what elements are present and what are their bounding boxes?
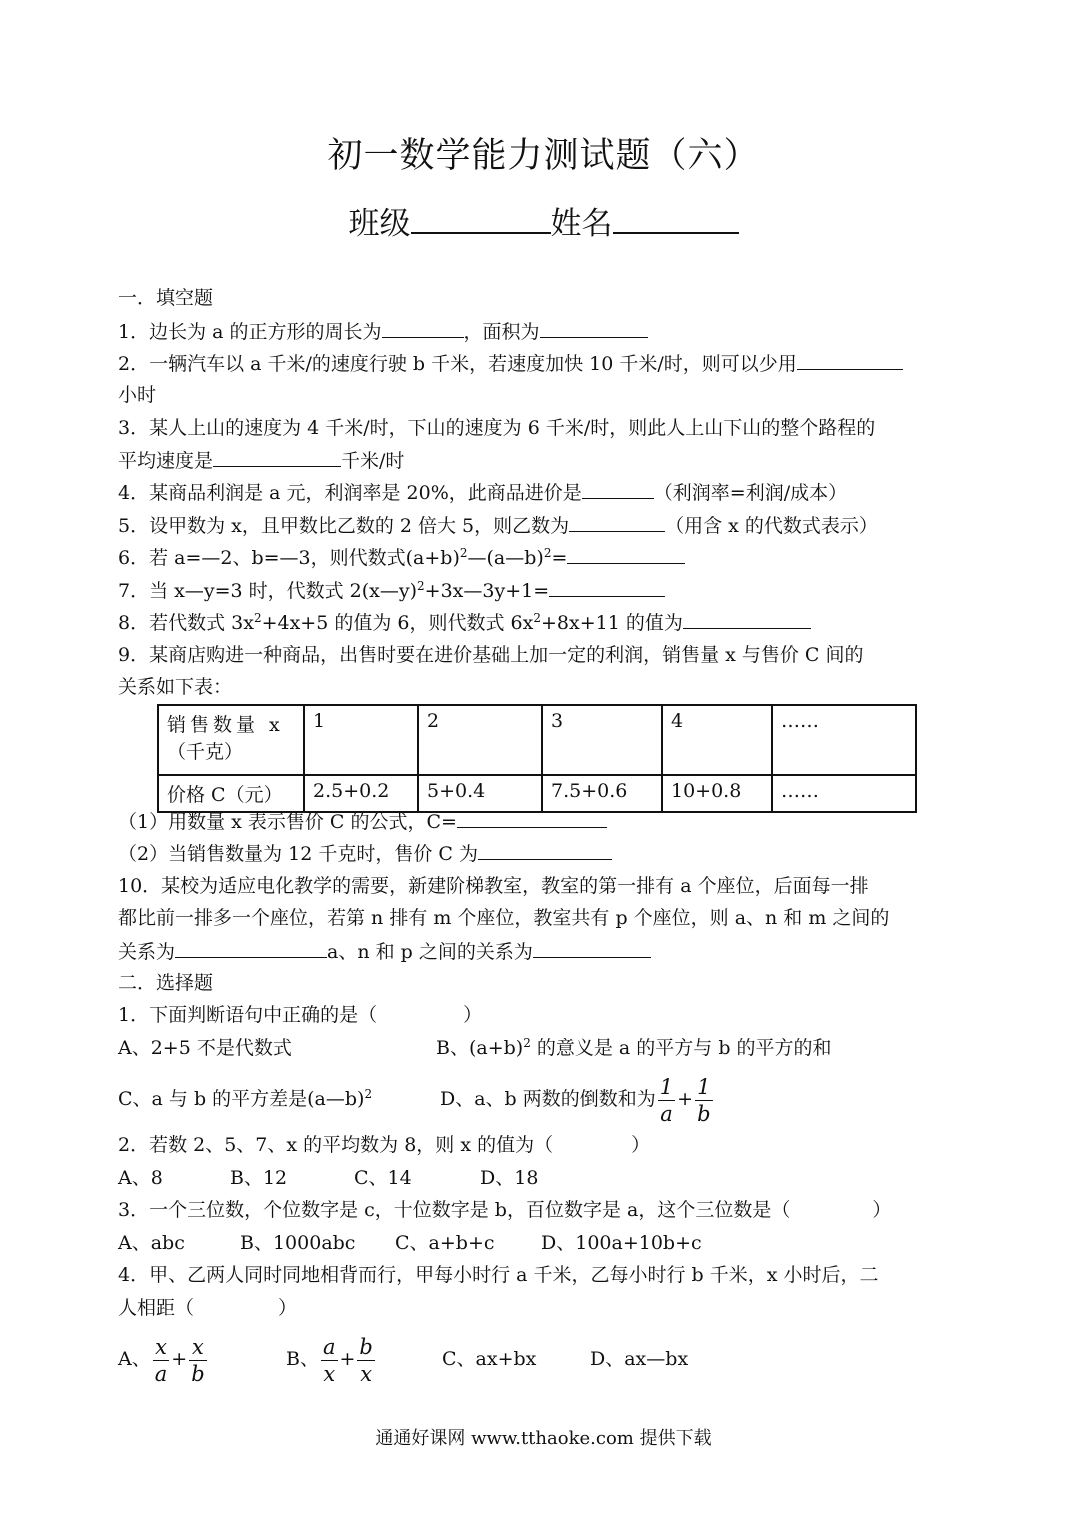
- option-d[interactable]: D、100a+10b+c: [541, 1232, 702, 1254]
- option-a[interactable]: A、2+5 不是代数式: [118, 1037, 292, 1059]
- question-1-10: 10．某校为适应电化教学的需要，新建阶梯教室，教室的第一排有 a 个座位，后面每一排: [118, 875, 869, 897]
- table-cell: 1: [304, 705, 418, 775]
- name-label: 姓名: [550, 206, 613, 242]
- question-2-3-options: [118, 1231, 702, 1255]
- question-1-3: 3．某人上山的速度为 4 千米/时，下山的速度为 6 千米/时，则此人上山下山的整个路程的: [118, 417, 876, 439]
- question-1-9-part2: （2）当销售数量为 12 千克时，售价 C 为: [118, 841, 612, 866]
- option-c[interactable]: C、a+b+c: [395, 1232, 495, 1254]
- answer-blank[interactable]: [582, 480, 654, 499]
- option-d[interactable]: D、a、b 两数的倒数和为 $\frac{1}{a}$ + $\frac{1}{b}$: [440, 1074, 711, 1126]
- question-1-2-cont: 小时: [118, 384, 157, 406]
- answer-blank[interactable]: [569, 513, 665, 532]
- student-info: [0, 198, 1087, 243]
- question-2-3: 3．一个三位数，个位数字是 c，十位数字是 b，百位数字是 a，这个三位数是（ ）: [118, 1199, 892, 1221]
- footer-credit: 通通好课网 www.tthaoke.com 提供下载: [375, 1428, 712, 1449]
- answer-blank[interactable]: [683, 610, 811, 629]
- question-2-2-options: [118, 1166, 538, 1190]
- option-c[interactable]: C、14: [354, 1167, 412, 1189]
- option-c[interactable]: C、ax+bx: [442, 1348, 537, 1370]
- question-1-3-cont: 平均速度是 千米/时: [118, 450, 405, 472]
- table-cell: ……: [772, 775, 916, 812]
- answer-blank[interactable]: [478, 841, 612, 860]
- table-header-cell: 销售数量 x （千克）: [158, 705, 304, 775]
- answer-blank[interactable]: [567, 545, 685, 564]
- class-label: 班级: [348, 206, 411, 242]
- table-cell: 10+0.8: [662, 775, 772, 812]
- question-1-8: 8．若代数式 $3x^2+4x+5$ 的值为 6，则代数式 $6x^2+8x+11$ 的值为: [118, 610, 811, 635]
- option-a[interactable]: A、8: [118, 1167, 163, 1189]
- table-cell: 3: [542, 705, 662, 775]
- table-cell: 2: [418, 705, 542, 775]
- question-1-6: 6．若 a=—2、b=—3，则代数式$(a+b)^2—(a—b)^2=$: [118, 545, 685, 570]
- answer-blank[interactable]: [533, 939, 651, 958]
- option-b[interactable]: B、 $\frac{a}{x}$ + $\frac{b}{x}$: [286, 1334, 373, 1386]
- table-cell: 7.5+0.6: [542, 775, 662, 812]
- option-a[interactable]: A、 $\frac{x}{a}$ + $\frac{x}{b}$: [118, 1334, 205, 1386]
- option-b[interactable]: B、12: [230, 1167, 288, 1189]
- question-2-1-options-ab: [118, 1036, 832, 1060]
- sales-table: [157, 704, 917, 813]
- question-1-4: 4．某商品利润是 a 元，利润率是 20%，此商品进价是 （利润率=利润/成本）: [118, 482, 848, 504]
- question-2-1: 1．下面判断语句中正确的是（ ）: [118, 1004, 483, 1026]
- page-title: 初一数学能力测试题（六）: [327, 136, 760, 176]
- section-heading-choice: 二．选择题: [118, 972, 214, 994]
- answer-blank[interactable]: [540, 319, 648, 338]
- table-cell: ……: [772, 705, 916, 775]
- option-d[interactable]: D、ax—bx: [590, 1348, 689, 1370]
- class-blank[interactable]: [411, 231, 551, 234]
- option-d[interactable]: D、18: [480, 1167, 539, 1189]
- answer-blank[interactable]: [797, 351, 903, 370]
- answer-blank[interactable]: [549, 578, 665, 597]
- question-1-10-cont: 都比前一排多一个座位，若第 n 排有 m 个座位，教室共有 p 个座位，则 a、n 和 m 之间的: [118, 907, 890, 929]
- question-2-4-options: [118, 1328, 688, 1390]
- answer-blank[interactable]: [382, 319, 464, 338]
- table-row: [158, 775, 916, 812]
- question-1-9-part1: （1）用数量 x 表示售价 C 的公式，C=: [118, 809, 607, 834]
- option-b[interactable]: B、$(a+b)^2$ 的意义是 a 的平方与 b 的平方的和: [436, 1036, 832, 1059]
- name-blank[interactable]: [613, 231, 739, 234]
- answer-blank[interactable]: [213, 448, 341, 467]
- answer-blank[interactable]: [175, 939, 327, 958]
- table-header-cell: 价格 C（元）: [158, 775, 304, 812]
- question-1-1: 1．边长为 a 的正方形的周长为 ，面积为: [118, 319, 648, 344]
- table-row: [158, 705, 916, 775]
- table-cell: 4: [662, 705, 772, 775]
- option-b[interactable]: B、1000abc: [240, 1232, 356, 1254]
- table-cell: 2.5+0.2: [304, 775, 418, 812]
- question-2-4-cont: 人相距（ ）: [118, 1297, 298, 1319]
- section-heading-fill: 一．填空题: [118, 287, 214, 309]
- answer-blank[interactable]: [457, 809, 607, 828]
- question-1-10-cont2: 关系为 a、n 和 p 之间的关系为: [118, 939, 651, 964]
- table-cell: 5+0.4: [418, 775, 542, 812]
- question-1-5: 5．设甲数为 x，且甲数比乙数的 2 倍大 5，则乙数为 （用含 x 的代数式表示）: [118, 515, 878, 537]
- option-a[interactable]: A、abc: [118, 1232, 185, 1254]
- question-1-9-cont: 关系如下表：: [118, 676, 233, 698]
- question-1-2: 2．一辆汽车以 a 千米/的速度行驶 b 千米，若速度加快 10 千米/时，则可以少用: [118, 351, 903, 376]
- question-1-7: 7．当 x—y=3 时，代数式 2(x—y)$^2$+3x—3y+1=: [118, 578, 665, 603]
- question-2-2: 2．若数 2、5、7、x 的平均数为 8，则 x 的值为（ ）: [118, 1134, 651, 1156]
- question-1-9: 9．某商店购进一种商品，出售时要在进价基础上加一定的利润，销售量 x 与售价 C 间的: [118, 644, 864, 666]
- question-2-1-options-cd: [118, 1068, 715, 1130]
- question-2-4: 4．甲、乙两人同时同地相背而行，甲每小时行 a 千米，乙每小时行 b 千米，x 小时后，二: [118, 1264, 879, 1286]
- option-c[interactable]: C、a 与 b 的平方差是(a—b)$^2$: [118, 1087, 373, 1110]
